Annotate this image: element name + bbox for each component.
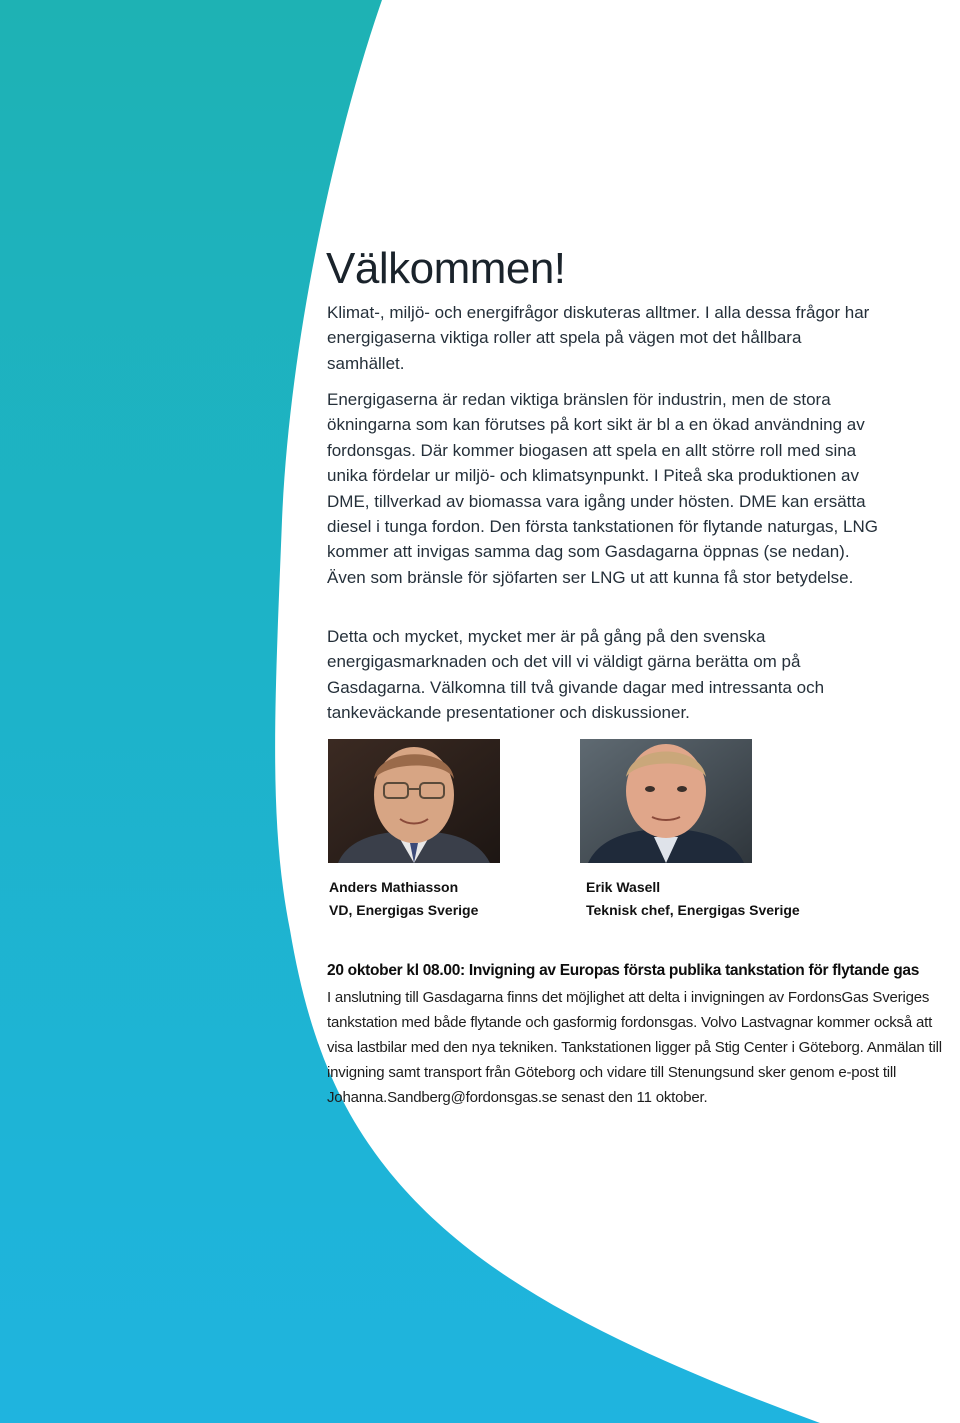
body-paragraph-1: Energigaserna är redan viktiga bränslen för industrin, men de stora ökningarna som kan förutses på kort sikt är bl a en ökad användning av fordonsgas. Där kommer biogasen att spela en allt större roll med sina unika fördelar ur miljö- och klimatsynpunkt. I Piteå ska produktionen av DME, tillverkad av biomassa vara igång under hösten. DME kan ersätta diesel i tunga fordon. Den första tankstationen för flytande naturgas, LNG kommer att invigas samma dag som Gasdagarna öppnas (se nedan). Även som bränsle för sjöfarten ser LNG ut att kunna få stor betydelse. — [327, 390, 878, 587]
person-title: Teknisk chef, Energigas Sverige — [586, 902, 800, 918]
event-heading: 20 oktober kl 08.00: Invigning av Europas första publika tankstation för flytande gas — [327, 962, 920, 979]
person-title: VD, Energigas Sverige — [329, 902, 479, 918]
intro-paragraph: Klimat-, miljö- och energifrågor diskuteras alltmer. I alla dessa frågor har energigaserna viktiga roller att spela på vägen mot det hållbara samhället. — [327, 303, 870, 373]
person-name: Anders Mathiasson — [329, 879, 459, 895]
person-card-1 — [329, 876, 478, 922]
person-card-2 — [586, 876, 800, 922]
body-paragraph-2: Detta och mycket, mycket mer är på gång på den svenska energigasmarknaden och det vill vi väldigt gärna berätta om på Gasdagarna. Välkomna till två givande dagar med intressanta och tankeväckande presentationer och diskussioner. — [327, 627, 825, 723]
page-title: Välkommen! — [326, 244, 566, 293]
event-body: I anslutning till Gasdagarna finns det möjlighet att delta i invigningen av FordonsGas Sveriges tankstation med både flytande och gasformig fordonsgas. Volvo Lastvagnar kommer också att visa lastbilar med den nya tekniken. Tankstationen ligger på Stig Center i Göteborg. Anmälan till invigning samt transport från Göteborg och vidare till Stenungsund sker genom e-post till Johanna.Sandberg@fordonsgas.se senast den 11 oktober. — [327, 989, 942, 1106]
person-name: Erik Wasell — [586, 879, 661, 895]
portrait-erik-wasell — [580, 739, 752, 863]
portrait-anders-mathiasson — [328, 739, 500, 863]
